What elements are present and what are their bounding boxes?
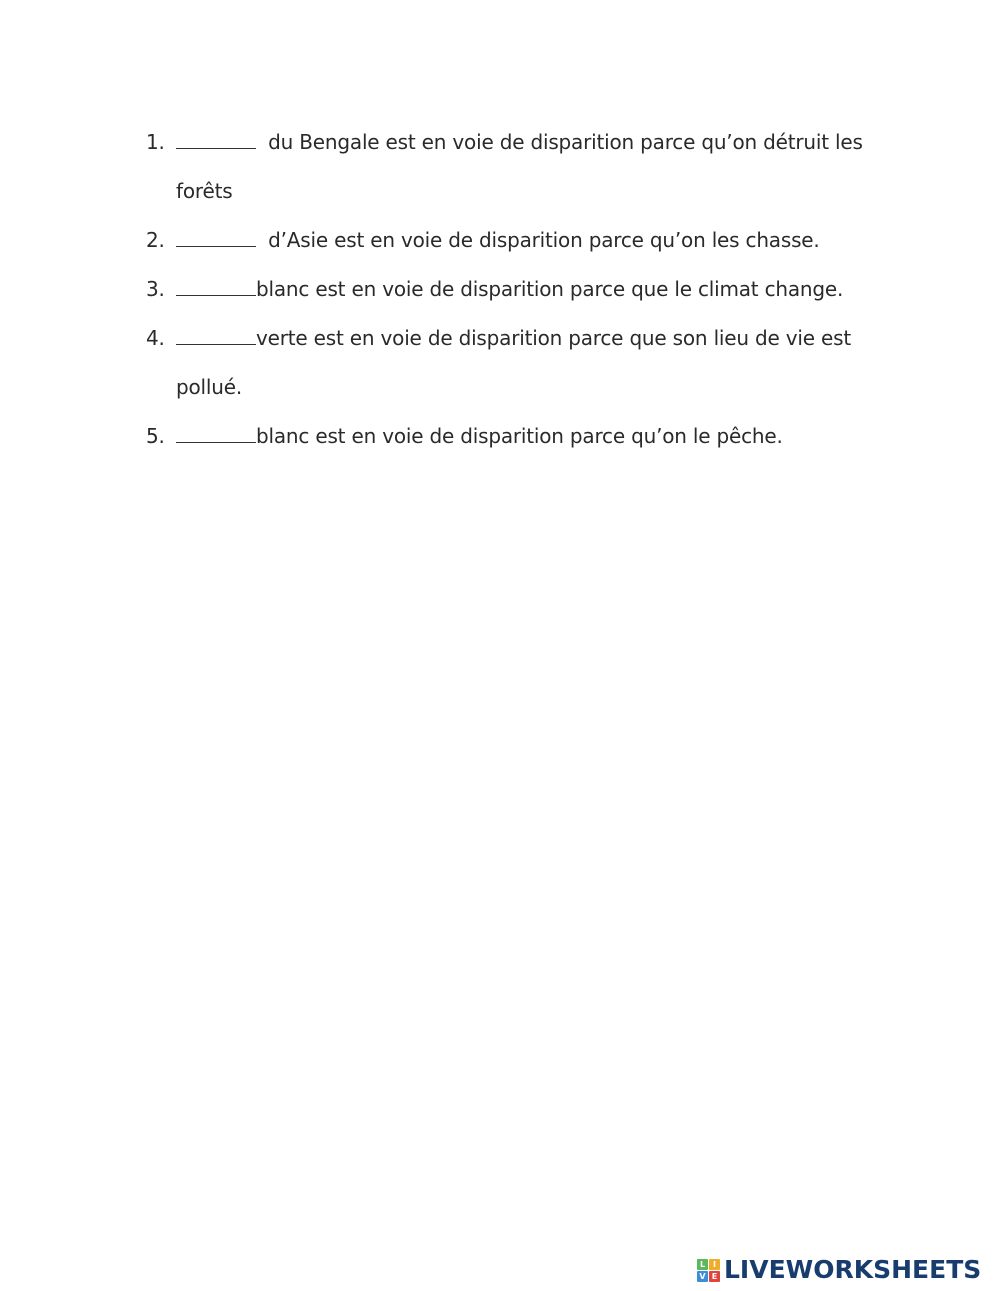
item-sentence xyxy=(176,118,886,216)
item-number: 2. xyxy=(146,228,165,252)
answer-blank[interactable] xyxy=(176,228,256,247)
item-sentence xyxy=(176,314,886,412)
item-text: blanc est en voie de disparition parce qu’on le pêche. xyxy=(256,424,783,448)
logo-tile-l: L xyxy=(697,1259,708,1270)
logo-tiles-icon xyxy=(697,1259,720,1282)
logo-tile-v: V xyxy=(697,1271,708,1282)
logo-tile-i: I xyxy=(709,1259,720,1270)
item-number: 4. xyxy=(146,326,165,350)
answer-blank[interactable] xyxy=(176,277,256,296)
exercise-item-3 xyxy=(146,265,886,314)
item-number: 1. xyxy=(146,130,165,154)
item-text: d’Asie est en voie de disparition parce qu’on les chasse. xyxy=(262,228,820,252)
item-sentence xyxy=(176,216,886,265)
item-text: du Bengale est en voie de disparition parce qu’on détruit les forêts xyxy=(176,130,863,203)
logo-tile-e: E xyxy=(709,1271,720,1282)
exercise-item-1 xyxy=(146,118,886,216)
worksheet xyxy=(146,118,886,461)
exercise-item-2 xyxy=(146,216,886,265)
item-text: blanc est en voie de disparition parce que le climat change. xyxy=(256,277,844,301)
logo-text: LIVEWORKSHEETS xyxy=(724,1255,982,1284)
answer-blank[interactable] xyxy=(176,424,256,443)
item-sentence xyxy=(176,412,886,461)
exercise-item-4 xyxy=(146,314,886,412)
item-number: 3. xyxy=(146,277,165,301)
exercise-item-5 xyxy=(146,412,886,461)
liveworksheets-logo xyxy=(697,1255,981,1285)
answer-blank[interactable] xyxy=(176,130,256,149)
item-sentence xyxy=(176,265,886,314)
item-number: 5. xyxy=(146,424,165,448)
answer-blank[interactable] xyxy=(176,326,256,345)
item-text: verte est en voie de disparition parce que son lieu de vie est pollué. xyxy=(176,326,851,399)
